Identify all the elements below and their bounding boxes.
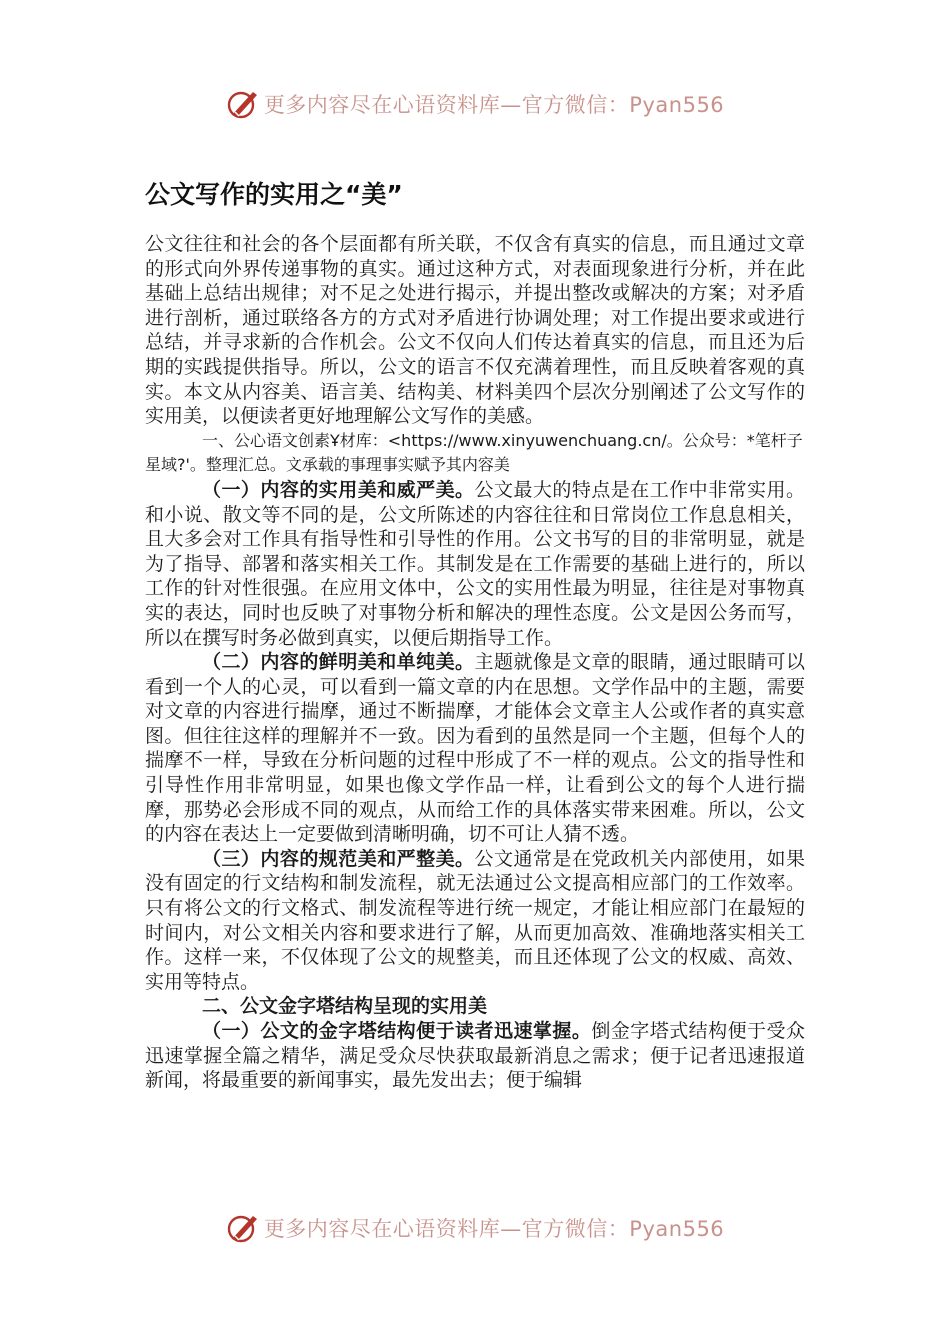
banner-text: 更多内容尽在心语资料库—官方微信：Pyan556 <box>263 93 725 117</box>
paragraph-1-heading: （一）内容的实用美和威严美。 <box>202 478 475 501</box>
source-line: 一、公心语文创素Ұ材库：<https://www.xinyuwenchuang.cn/。公众号：*笔杆子星域?'。整理汇总。文承载的事理事实赋予其内容美 <box>145 430 803 475</box>
quill-logo-icon <box>226 87 260 121</box>
paragraph-4-heading: （一）公文的金字塔结构便于读者迅速掌握。 <box>202 1020 592 1042</box>
paragraph-4-text: 倒金字塔式结构便于受众迅速掌握全篇之精华，满足受众尽快获取最新消息之需求；便于记者迅速报道新闻，将最重要的新闻事实，最先发出去；便于编辑 <box>145 1020 805 1092</box>
header-banner <box>0 84 950 124</box>
paragraph-2 <box>145 650 805 847</box>
paragraph-2-text: 主题就像是文章的眼睛，通过眼睛可以看到一个人的心灵，可以看到一篇文章的内在思想。文学作品中的主题，需要对文章的内容进行揣摩，通过不断揣摩，才能体会文章主人公或作者的真实意图。但往往这样的理解并不一致。因为看到的虽然是同一个主题，但每个人的揣摩不一样，导致在分析问题的过程中形成了不一样的观点。公文的指导性和引导性作用非常明显，如果也像文学作品一样，让看到公文的每个人进行揣摩，那势必会形成不同的观点，从而给工作的具体落实带来困难。所以，公文的内容在表达上一定要做到清晰明确，切不可让人猜不透。 <box>145 651 805 846</box>
section-2-heading: 二、公文金字塔结构呈现的实用美 <box>202 995 488 1018</box>
article-body <box>145 232 805 1093</box>
paragraph-4 <box>145 1019 805 1093</box>
paragraph-1 <box>145 478 805 650</box>
paragraph-1-text: 公文最大的特点是在工作中非常实用。和小说、散文等不同的是，公文所陈述的内容往往和日常岗位工作息息相关，且大多会对工作具有指导性和引导性的作用。公文书写的目的非常明显，就是为了指导、部署和落实相关工作。其制发是在工作需要的基础上进行的，所以工作的针对性很强。在应用文体中，公文的实用性最为明显，往往是对事物真实的表达，同时也反映了对事物分析和解决的理性态度。公文是因公务而写，所以在撰写时务必做到真实，以便后期指导工作。 <box>145 478 805 649</box>
footer-banner <box>0 1208 950 1248</box>
paragraph-3-text: 公文通常是在党政机关内部使用，如果没有固定的行文结构和制发流程，就无法通过公文提高相应部门的工作效率。只有将公文的行文格式、制发流程等进行统一规定，才能让相应部门在最短的时间内，对公文相关内容和要求进行了解，从而更加高效、准确地落实相关工作。这样一来，不仅体现了公文的规整美，而且还体现了公文的权威、高效、实用等特点。 <box>145 847 805 993</box>
banner-text: 更多内容尽在心语资料库—官方微信：Pyan556 <box>263 1217 725 1241</box>
intro-paragraph: 公文往往和社会的各个层面都有所关联，不仅含有真实的信息，而且通过文章的形式向外界传递事物的真实。通过这种方式，对表面现象进行分析，并在此基础上总结出规律；对不足之处进行揭示，并提出整改或解决的方案；对矛盾进行剖析，通过联络各方的方式对矛盾进行协调处理；对工作提出要求或进行总结，并寻求新的合作机会。公文不仅向人们传达着真实的信息，而且还为后期的实践提供指导。所以，公文的语言不仅充满着理性，而且反映着客观的真实。本文从内容美、语言美、结构美、材料美四个层次分别阐述了公文写作的实用美，以便读者更好地理解公文写作的美感。 <box>145 233 805 428</box>
quill-logo-icon <box>226 1211 260 1245</box>
page-title: 公文写作的实用之“美” <box>145 180 403 209</box>
paragraph-3-heading: （三）内容的规范美和严整美。 <box>202 847 475 870</box>
paragraph-2-heading: （二）内容的鲜明美和单纯美。 <box>202 651 475 674</box>
paragraph-3 <box>145 847 805 995</box>
